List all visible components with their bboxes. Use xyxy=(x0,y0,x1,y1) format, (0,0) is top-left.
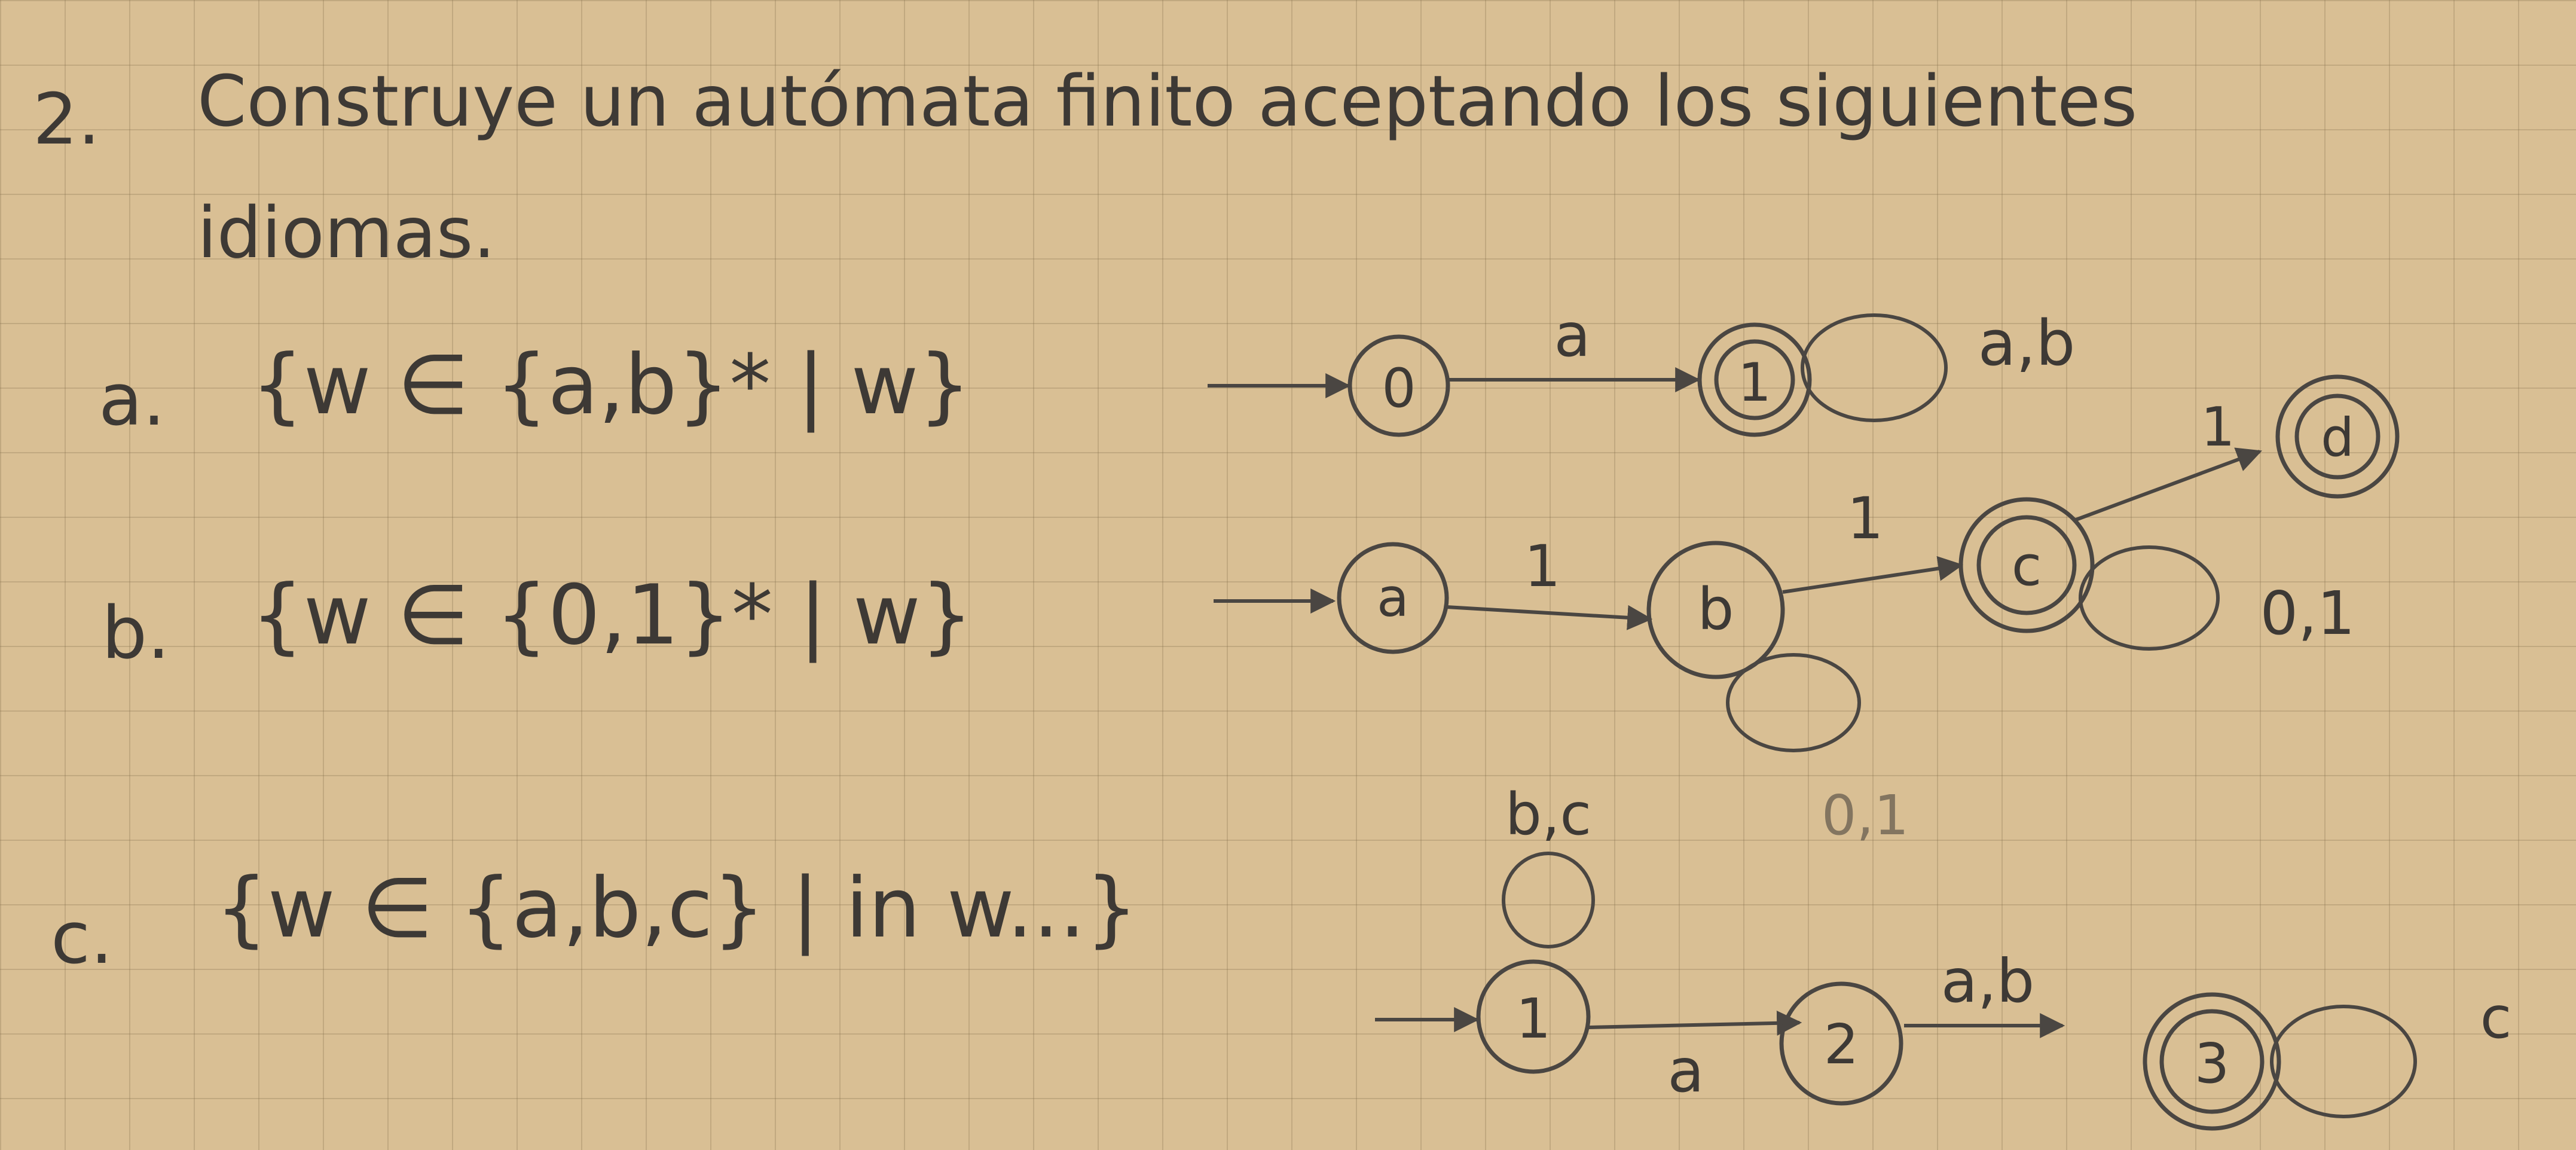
b-edge-a-b-label: 1 xyxy=(1524,533,1561,600)
a-self-loop-1-label: a,b xyxy=(1978,307,2076,380)
a-self-loop-1 xyxy=(1802,315,1946,420)
c-state-1-label: 1 xyxy=(1515,987,1551,1051)
b-self-loop-c xyxy=(2080,547,2218,649)
c-edge-2-3-label: a,b xyxy=(1941,946,2035,1016)
a-edge-0-1-label: a xyxy=(1554,300,1591,370)
problem-line-2: idiomas. xyxy=(197,191,496,274)
problem-line-1: Construye un autómata finito aceptando los siguientes xyxy=(197,60,2138,142)
b-edge-b-c-label: 1 xyxy=(1847,485,1884,552)
c-self-loop-3-label: c xyxy=(2480,984,2512,1051)
c-edge-1-2-label: a xyxy=(1667,1036,1704,1106)
part-a-expression: {w ∈ {a,b}* | w} xyxy=(251,337,971,433)
b-edge-b-c xyxy=(1783,565,1961,592)
part-b-label: b. xyxy=(102,592,170,675)
part-c-expression: {w ∈ {a,b,c} | in w...} xyxy=(215,860,1138,956)
c-edge-1-2 xyxy=(1588,1023,1799,1027)
b-state-a-label: a xyxy=(1377,567,1409,629)
c-state-2-label: 2 xyxy=(1823,1012,1859,1076)
part-a-label: a. xyxy=(99,359,166,442)
b-state-c-label: c xyxy=(2011,534,2042,598)
c-self-loop-1 xyxy=(1504,853,1593,947)
c-loop-label-1: b,c xyxy=(1505,781,1592,848)
a-state-0-label: 0 xyxy=(1382,357,1416,420)
b-edge-c-d-label: 1 xyxy=(2201,396,2235,459)
b-self-loop-c-label: 0,1 xyxy=(2260,578,2355,648)
b-state-b-label: b xyxy=(1697,576,1734,643)
b-self-loop-b xyxy=(1728,655,1859,751)
b-edge-c-d xyxy=(2074,452,2260,520)
part-c-label: c. xyxy=(51,897,114,980)
problem-number: 2. xyxy=(33,78,100,160)
c-state-3-label: 3 xyxy=(2194,1032,2230,1096)
b-edge-a-b xyxy=(1447,607,1650,619)
c-loop-label-2: 0,1 xyxy=(1821,783,1909,847)
b-state-d-label: d xyxy=(2321,407,2354,468)
a-state-1-label: 1 xyxy=(1738,352,1771,413)
part-b-expression: {w ∈ {0,1}* | w} xyxy=(251,567,973,663)
c-self-loop-3 xyxy=(2272,1006,2415,1117)
